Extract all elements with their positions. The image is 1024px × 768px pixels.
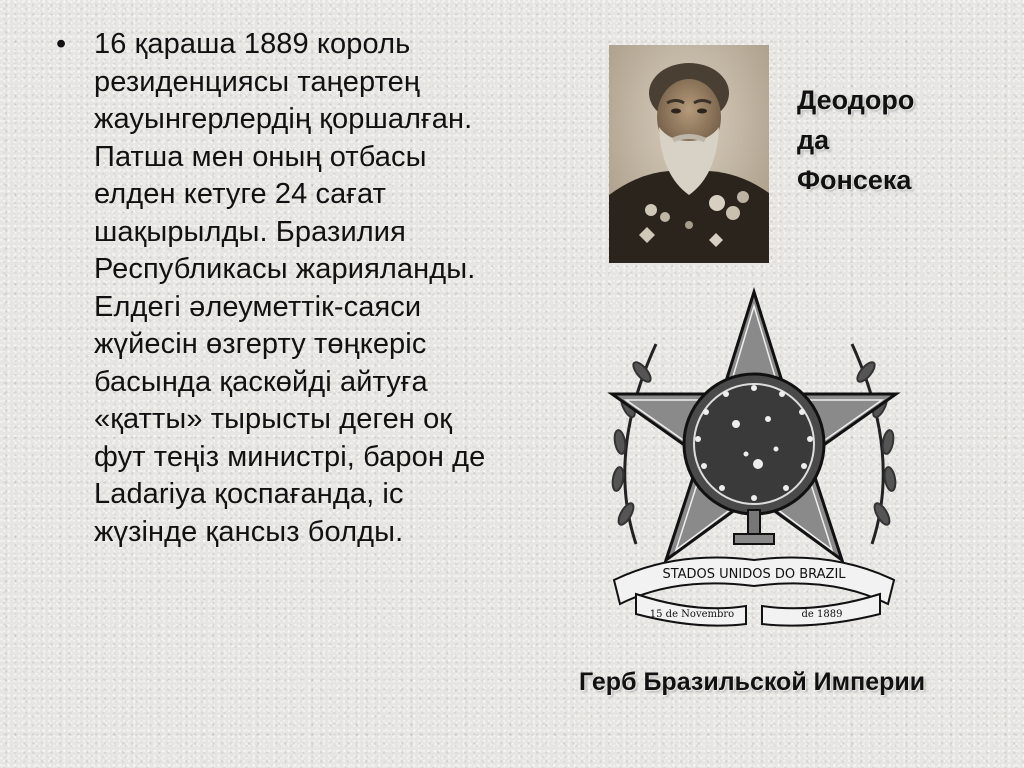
date-right-text: de 1889: [801, 609, 843, 620]
bullet-paragraph: [94, 26, 576, 551]
text-line: 16 қараша 1889 король: [94, 28, 411, 60]
text-line: Ladariya қоспағанда, іс: [94, 478, 404, 510]
text-line: Республикасы жарияланды.: [94, 253, 476, 285]
text-line: фут теңіз министрі, барон де: [94, 440, 486, 473]
text-line: резиденциясы таңертең: [94, 65, 421, 98]
bullet-marker: •: [56, 28, 67, 60]
bullet-item: [56, 26, 576, 551]
text-line: жүзінде қансыз болды.: [94, 515, 404, 548]
text-line: басында қаскөйді айтуға: [94, 365, 428, 398]
text-line: елден кетуге 24 сағат: [94, 178, 387, 210]
text-line: жауынгерлердің қоршалған.: [94, 103, 473, 135]
text-line: жүйесін өзгерту төңкеріс: [94, 328, 427, 360]
name-line: да: [797, 125, 830, 155]
ribbon-text: STADOS UNIDOS DO BRAZIL: [662, 567, 846, 582]
emblem-caption: Герб Бразильской Империи: [579, 668, 926, 696]
text-line: Патша мен оның отбасы: [94, 140, 427, 173]
text-line: шақырылды. Бразилия: [94, 215, 406, 248]
body-text-block: [56, 26, 576, 551]
coat-of-arms-emblem: [596, 284, 912, 628]
text-line: «қатты» тырысты деген оқ: [94, 403, 453, 435]
portrait-name: [797, 80, 914, 200]
text-line: Елдегі әлеуметтік-саяси: [94, 290, 422, 323]
portrait-photo: [609, 45, 769, 263]
date-left-text: 15 de Novembro: [649, 609, 735, 620]
name-line: Деодоро: [797, 85, 915, 115]
name-line: Фонсека: [797, 165, 912, 195]
